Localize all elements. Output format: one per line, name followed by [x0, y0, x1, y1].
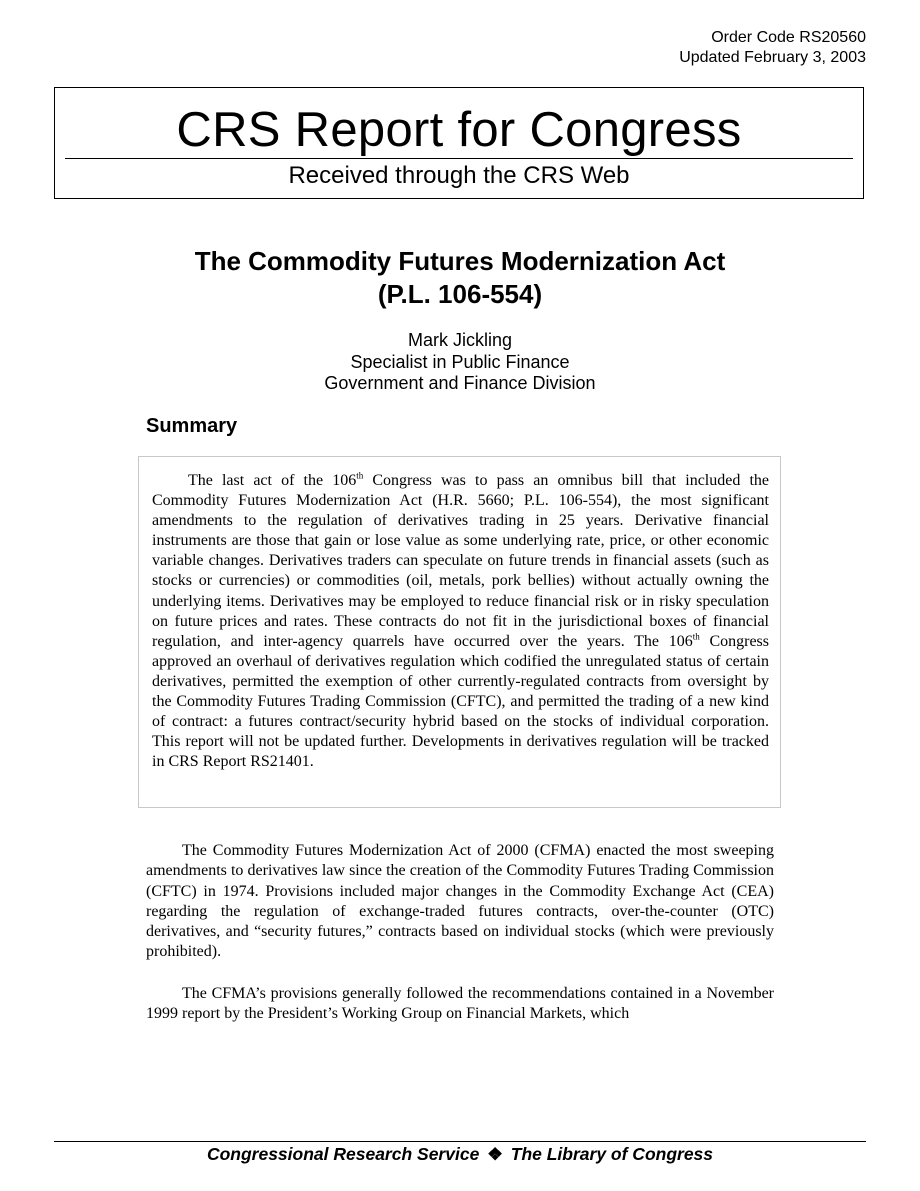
summary-text-part3: Congress approved an overhaul of derivatives regulation which codified the unregulated status of certain derivatives, permitted the exemption of other currently-regulated contracts from oversight by the Commodity Futures Trading Commission (CFTC), and permitted the trading of a new kind of contract: a futures contract/security hybrid based on the stocks of individual corporation. This report will not be updated further. Developments in derivatives regulation will be tracked in CRS Report RS21401. — [152, 632, 769, 771]
author-block — [160, 330, 760, 395]
footer — [54, 1143, 866, 1165]
report-header-title: CRS Report for Congress — [176, 103, 742, 157]
author-title: Specialist in Public Finance — [350, 351, 570, 372]
body-paragraph-1: The Commodity Futures Modernization Act of 2000 (CFMA) enacted the most sweeping amendments to derivatives law since the creation of the Commodity Futures Trading Commission (CFTC) in 1974. Provisions included major changes in the Commodity Exchange Act (CEA) regarding the regulation of exchange-traded futures contracts, over-the-counter (OTC) derivatives, and “security futures,” contracts based on individual stocks (which were previously prohibited). — [146, 842, 774, 961]
summary-box — [138, 456, 781, 808]
report-header-subtitle: Received through the CRS Web — [288, 162, 630, 189]
summary-text-part2: Congress was to pass an omnibus bill that included the Commodity Futures Modernization Act (H.R. 5660; P.L. 106-554), the most significant amendments to the regulation of derivatives trading in 25 years. Derivative financial instruments are those that gain or lose value as some underlying rate, price, or other economic variable changes. Derivatives traders can speculate on future trends in financial assets (such as stocks or currencies) or commodities (oil, metals, pork bellies) without actually owning the underlying items. Derivatives may be employed to reduce financial risk or in risky speculation on future prices and rates. These contracts do not fit in the jurisdictional boxes of financial regulation, and inter-agency quarrels have occurred over the years. The 106 — [152, 472, 770, 650]
author-division: Government and Finance Division — [324, 373, 596, 393]
summary-superscript-2: th — [692, 631, 700, 642]
footer-divider — [54, 1141, 866, 1142]
summary-heading: Summary — [146, 415, 238, 437]
body-paragraph-2: The CFMA’s provisions generally followed the recommendations contained in a November 1999 report by the President’s Working Group on Financial Markets, which — [146, 985, 774, 1023]
summary-paragraph — [152, 471, 769, 772]
footer-diamond-icon: ❖ — [487, 1144, 503, 1164]
order-code: Order Code RS20560 — [711, 29, 866, 46]
footer-library: The Library of Congress — [510, 1144, 714, 1164]
document-title-line1: The Commodity Futures Modernization Act — [194, 246, 726, 276]
summary-text-part1: The last act of the 106 — [188, 472, 357, 489]
summary-superscript-1: th — [356, 470, 364, 481]
report-header-box — [54, 87, 864, 199]
header-divider — [65, 158, 853, 159]
document-title-line2: (P.L. 106-554) — [377, 279, 543, 309]
order-code-block — [679, 28, 866, 68]
footer-publisher: Congressional Research Service — [206, 1144, 480, 1164]
author-name: Mark Jickling — [407, 330, 513, 350]
document-title — [120, 245, 800, 311]
updated-date: Updated February 3, 2003 — [679, 49, 866, 66]
